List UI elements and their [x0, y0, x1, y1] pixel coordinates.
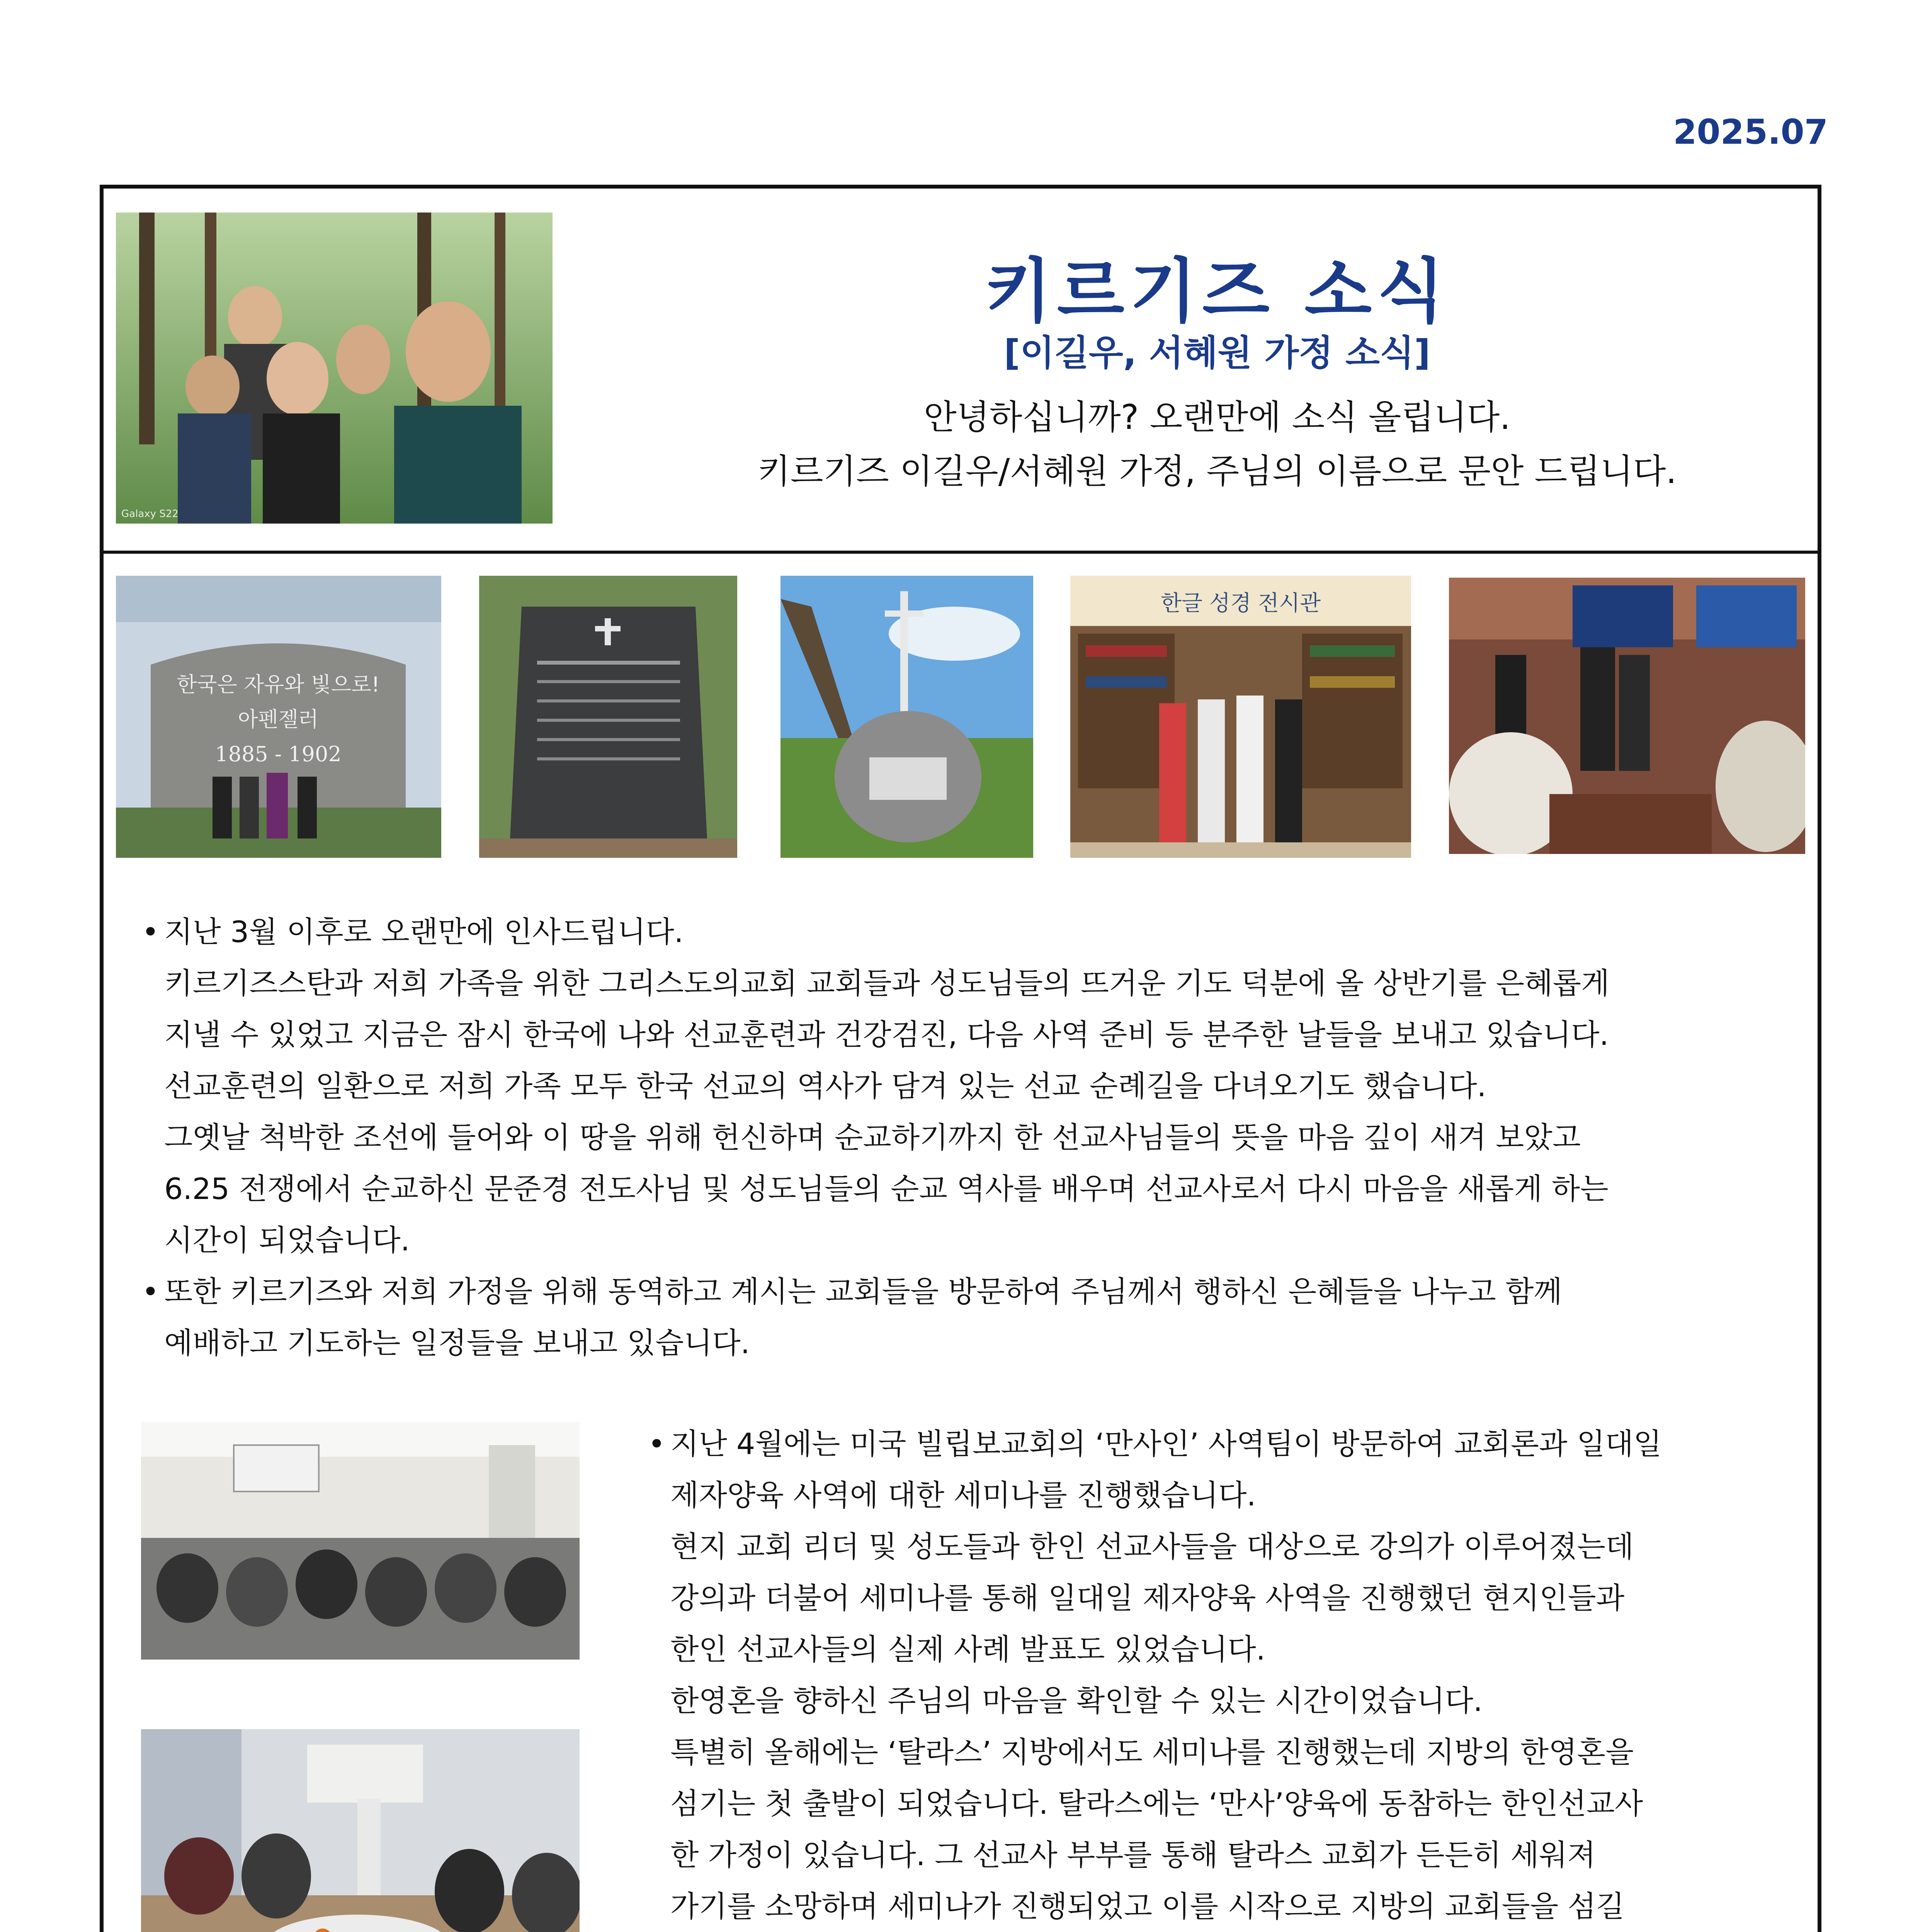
- church-worship-photo: [1449, 578, 1805, 854]
- paragraph-line: 섬기는 첫 출발이 되었습니다. 탈라스에는 ‘만사’양육에 동참하는 한인선교사: [670, 1786, 1643, 1821]
- section-1-text: [142, 906, 1793, 1369]
- paragraph-line: 현지 교회 리더 및 성도들과 한인 선교사들을 대상으로 강의가 이루어졌는데: [670, 1529, 1634, 1564]
- svg-text:1885 - 1902: 1885 - 1902: [215, 742, 342, 766]
- paragraph-line: 한인 선교사들의 실제 사례 발표도 있었습니다.: [670, 1632, 1265, 1667]
- paragraph-line: 선교훈련의 일환으로 저희 가족 모두 한국 선교의 역사가 담겨 있는 선교 순례길을 다녀오기도 했습니다.: [164, 1069, 1486, 1103]
- paragraph-line: 한영혼을 향하신 주님의 마음을 확인할 수 있는 시간이었습니다.: [670, 1684, 1483, 1718]
- paragraph-line: 그옛날 척박한 조선에 들어와 이 땅을 위해 헌신하며 순교하기까지 한 선교사님들의 뜻을 마음 깊이 새겨 보았고: [164, 1120, 1581, 1155]
- paragraph-line: 강의과 더불어 세미나를 통해 일대일 제자양육 사역을 진행했던 현지인들과: [670, 1581, 1625, 1615]
- paragraph-line: 지낼 수 있었고 지금은 잠시 한국에 나와 선교훈련과 건강검진, 다음 사역 준비 등 분주한 날들을 보내고 있습니다.: [164, 1017, 1609, 1052]
- list-item: • 또한 키르기즈와 저희 가정을 위해 동역하고 계시는 교회들을 방문하여 주님께서 행하신 은혜들을 나누고 함께: [164, 1266, 1793, 1317]
- paragraph-line: 예배하고 기도하는 일정들을 보내고 있습니다.: [164, 1326, 750, 1360]
- paragraph-line: 시간이 되었습니다.: [164, 1223, 410, 1257]
- svg-text:아펜젤러: 아펜젤러: [238, 707, 319, 731]
- paragraph-line: 한 가정이 있습니다. 그 선교사 부부를 통해 탈라스 교회가 든든히 세워져: [670, 1838, 1596, 1872]
- section-2-text: [648, 1418, 1793, 1932]
- header-divider: [100, 551, 1821, 554]
- memorial-tower-photo: [116, 576, 441, 858]
- family-selfie-photo: [116, 213, 553, 524]
- cross-monument-photo: [781, 576, 1033, 858]
- photo-caption: Galaxy S22: [121, 508, 179, 520]
- list-item: • 지난 4월에는 미국 빌립보교회의 ‘만사인’ 사역팀이 방문하여 교회론과 일대일: [670, 1418, 1793, 1469]
- greeting-line-2: 키르기즈 이길우/서혜원 가정, 주님의 이름으로 문안 드립니다.: [757, 451, 1677, 491]
- paragraph-line: 제자양육 사역에 대한 세미나를 진행했습니다.: [670, 1478, 1256, 1512]
- bullet-dot: •: [142, 1274, 159, 1309]
- page-title: 키르기즈 소식: [985, 251, 1450, 332]
- greeting-line-1: 안녕하십니까? 오랜만에 소식 올립니다.: [923, 397, 1511, 437]
- paragraph-line: 키르기즈스탄과 저희 가족을 위한 그리스도의교회 교회들과 성도님들의 뜨거운 기도 덕분에 올 상반기를 은혜롭게: [164, 966, 1610, 1000]
- issue-date: 2025.07: [1673, 112, 1828, 152]
- svg-text:한국은 자유와 빛으로!: 한국은 자유와 빛으로!: [177, 672, 380, 697]
- svg-text:한글 성경 전시관: 한글 성경 전시관: [1160, 591, 1321, 616]
- seminar-hall-photo: [141, 1422, 580, 1660]
- list-item: • 지난 3월 이후로 오랜만에 인사드립니다.: [164, 906, 1793, 957]
- page-subtitle: [이길우, 서혜원 가정 소식]: [1004, 332, 1430, 374]
- bullet-dot: •: [648, 1427, 665, 1461]
- bullet-dot: •: [142, 915, 159, 949]
- paragraph-line: 가기를 소망하며 세미나가 진행되었고 이를 시작으로 지방의 교회들을 섬길: [670, 1889, 1625, 1923]
- bible-library-photo: [1070, 576, 1411, 858]
- memorial-stone-photo: [479, 576, 737, 858]
- paragraph-line: 6.25 전쟁에서 순교하신 문준경 전도사님 및 성도님들의 순교 역사를 배우며 선교사로서 다시 마음을 새롭게 하는: [164, 1172, 1609, 1206]
- seminar-talas-photo: [141, 1729, 580, 1932]
- paragraph-line: 특별히 올해에는 ‘탈라스’ 지방에서도 세미나를 진행했는데 지방의 한영혼을: [670, 1735, 1634, 1769]
